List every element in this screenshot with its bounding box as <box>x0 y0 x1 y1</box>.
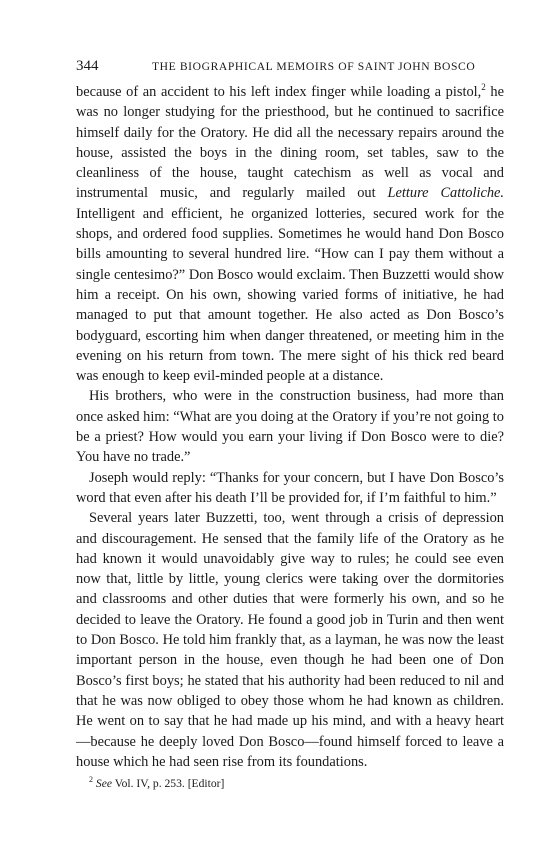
paragraph-1-text-c: Intelligent and efficient, he organized lotteries, secured work for the shops, and ordered food supplies. Sometimes he would hand Don Bosco bills amounting to several hundred lire. “How can I pay them without a single centesimo?” Don Bosco would exclaim. Then Buzzetti would show him a receipt. On his own, showing varied forms of initiative, he had managed to put that amount together. He also acted as Don Bosco’s bodyguard, escorting him when danger threatened, or meeting him in the evening on his return from town. The mere sight of his thick red beard was enough to keep evil-minded people at a distance. <box>76 205 504 385</box>
running-head <box>76 58 504 80</box>
running-title: THE BIOGRAPHICAL MEMOIRS OF SAINT JOHN BOSCO <box>152 60 476 73</box>
italic-title: Letture Cattoliche. <box>387 185 505 202</box>
paragraph-3: Joseph would reply: “Thanks for your concern, but I have Don Bosco’s word that even after his death I’ll be provided for, if I’m faithful to him.” <box>76 469 504 506</box>
paragraph-1-text-a: because of an accident to his left index finger while loading a pistol, <box>76 84 482 100</box>
paragraph-4: Several years later Buzzetti, too, went through a crisis of depression and discouragement. He sensed that the family life of the Oratory as he had known it would unavoidably give way to rules; he could see even now that, little by little, young clerics were taking over the dormitories and classrooms and other duties that were formerly his own, and so he decided to leave the Oratory. He found a good job in Turin and then went to Don Bosco. He told him frankly that, as a layman, he was now the least important person in the house, even though he had been one of Don Bosco’s first boys; he stated that his authority had been reduced to nil and that he was now obliged to obey those whom he had known as children. He went on to say that he had made up his mind, and with a heavy heart—because he deeply loved Don Bosco—found himself forced to leave a house which he had seen rise from its foundations. <box>76 510 504 770</box>
footnote <box>76 776 504 792</box>
page-number: 344 <box>76 58 99 74</box>
footnote-reference: 2 <box>481 82 486 93</box>
book-page <box>76 58 504 792</box>
body-text <box>76 82 504 772</box>
paragraph-2: His brothers, who were in the construction business, had more than once asked him: “What are you doing at the Oratory if you’re not going to be a priest? How would you earn your living if Don Bosco were to die? You have no trade.” <box>76 388 504 466</box>
footnote-text: Vol. IV, p. 253. [Editor] <box>112 777 225 791</box>
footnote-see: See <box>95 777 112 791</box>
footnote-number: 2 <box>89 775 93 785</box>
paragraph-1 <box>76 82 504 386</box>
paragraph-1-text-b: he was no longer studying for the priesthood, but he continued to sacrifice himself daily for the Oratory. He did all the necessary repairs around the house, assisted the boys in the dining room, set tables, saw to the cleanliness of the house, taught catechism as well as vocal and instrumental music, and regularly mailed out <box>76 84 504 202</box>
